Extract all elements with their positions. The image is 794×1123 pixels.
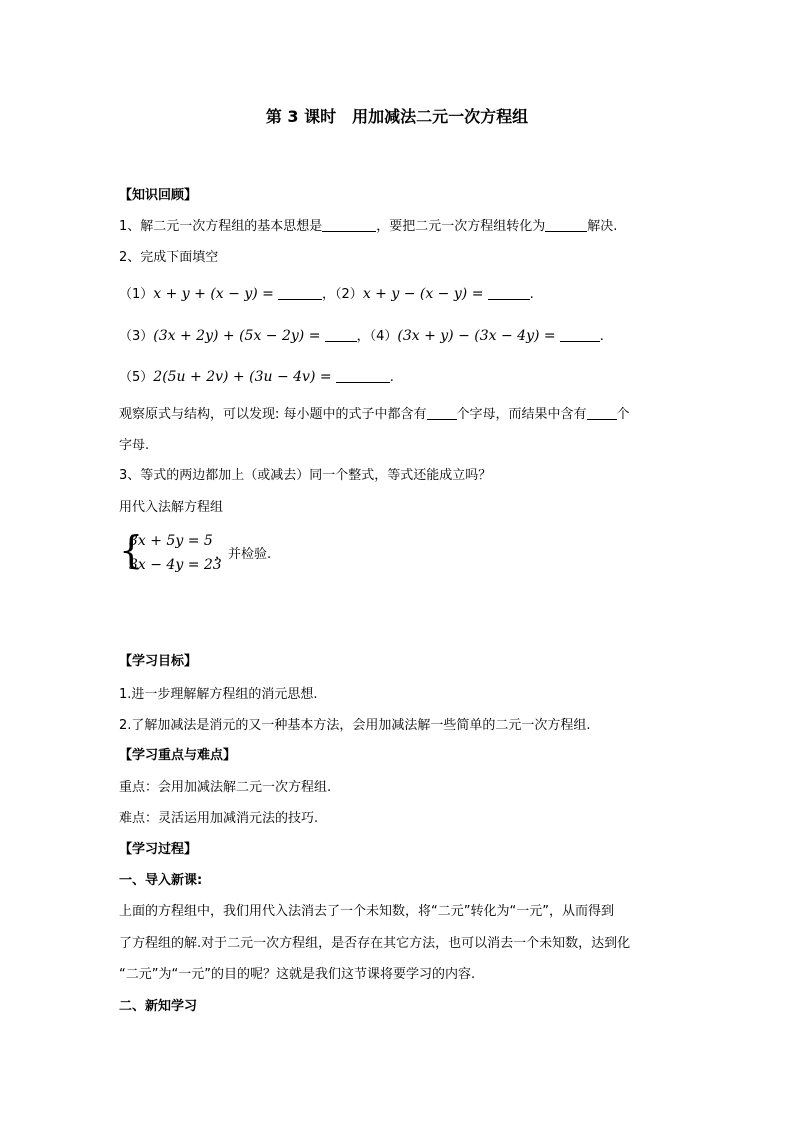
exercise-row-2 — [119, 327, 604, 346]
answer-blank[interactable] — [336, 368, 390, 383]
page-title: 第 3 课时 用加减法二元一次方程组 — [265, 107, 529, 126]
exercise-separator: ，（2） — [322, 287, 363, 302]
q1-text-c: 解决. — [587, 219, 618, 234]
observation-line-1 — [119, 405, 630, 424]
observation-text-c: 个 — [616, 407, 630, 422]
expression-5: 2(5u + 2v) + (3u − 4v) = — [153, 369, 332, 385]
answer-blank[interactable] — [545, 217, 587, 232]
exercise-end: . — [599, 329, 604, 344]
section-1-heading: 一、导入新课: — [119, 873, 203, 888]
exercise-end: . — [529, 287, 534, 302]
observation-line-2: 字母. — [119, 438, 150, 453]
exercise-label: （5） — [119, 370, 154, 385]
answer-blank[interactable] — [278, 285, 322, 300]
section-2-heading: 二、新知学习 — [119, 999, 198, 1014]
exercise-label: （1） — [119, 287, 154, 302]
q1-text-a: 1、解二元一次方程组的基本思想是 — [119, 219, 323, 234]
system-suffix: ，并检验. — [215, 547, 272, 562]
keypoint-2: 难点：灵活运用加减消元法的技巧. — [119, 811, 319, 826]
intro-paragraph-line-3: “二元”为“一元”的目的呢？这就是我们这节课将要学习的内容. — [119, 967, 476, 982]
answer-blank[interactable] — [560, 327, 600, 342]
question-3: 3、等式的两边都加上（或减去）同一个整式，等式还能成立吗？ — [119, 468, 492, 483]
review-heading: 【知识回顾】 — [119, 188, 198, 203]
exercise-end: . — [389, 370, 394, 385]
process-heading: 【学习过程】 — [119, 842, 198, 857]
observation-text-a: 观察原式与结构，可以发现: 每小题中的式子中都含有 — [119, 407, 427, 422]
answer-blank[interactable] — [322, 217, 376, 232]
exercise-row-3 — [119, 368, 394, 387]
system-equation-1: 3x + 5y = 5 — [129, 533, 213, 549]
answer-blank[interactable] — [427, 405, 457, 420]
substitution-prompt: 用代入法解方程组 — [119, 500, 224, 515]
keypoint-1: 重点：会用加减法解二元一次方程组. — [119, 780, 332, 795]
keypoints-heading: 【学习重点与难点】 — [119, 748, 237, 763]
expression-2: x + y − (x − y) = — [362, 286, 484, 302]
intro-paragraph-line-1: 上面的方程组中，我们用代入法消去了一个未知数，将“二元”转化为“一元”，从而得到 — [119, 904, 614, 919]
expression-1: x + y + (x − y) = — [153, 286, 274, 302]
observation-text-b: 个字母，而结果中含有 — [456, 407, 587, 422]
question-2: 2、完成下面填空 — [119, 250, 219, 265]
exercise-label: （3） — [119, 329, 154, 344]
expression-4: (3x + y) − (3x − 4y) = — [397, 328, 556, 344]
answer-blank[interactable] — [488, 285, 530, 300]
expression-3: (3x + 2y) + (5x − 2y) = — [153, 328, 321, 344]
system-equation-2: 3x − 4y = 23 — [129, 557, 222, 573]
answer-blank[interactable] — [325, 327, 357, 342]
exercise-separator: ，（4） — [356, 329, 398, 344]
goals-heading: 【学习目标】 — [119, 654, 198, 669]
goal-1: 1.进一步理解解方程组的消元思想. — [119, 687, 318, 702]
intro-paragraph-line-2: 了方程组的解.对于二元一次方程组，是否存在其它方法，也可以消去一个未知数，达到化 — [119, 936, 631, 951]
goal-2: 2.了解加减法是消元的又一种基本方法，会用加减法解一些简单的二元一次方程组. — [119, 718, 591, 733]
left-brace: { — [119, 528, 144, 572]
answer-blank[interactable] — [587, 405, 617, 420]
question-1 — [119, 217, 617, 236]
exercise-row-1 — [119, 285, 534, 304]
q1-text-b: ，要把二元一次方程组转化为 — [376, 219, 546, 234]
